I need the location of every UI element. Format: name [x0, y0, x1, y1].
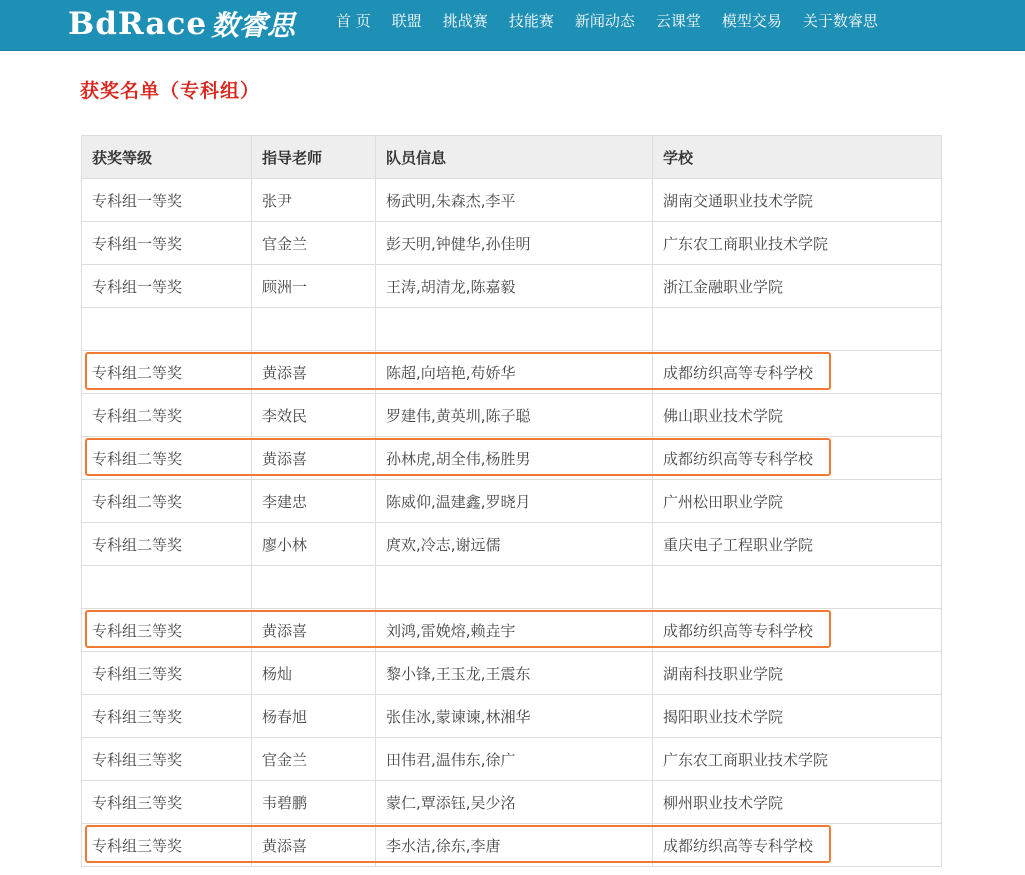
cell-school: 成都纺织高等专科学校 [653, 351, 942, 394]
nav-link-news[interactable]: 新闻动态 [574, 11, 635, 30]
table-row [82, 652, 942, 695]
cell-school: 佛山职业技术学院 [653, 394, 942, 437]
cell-team-members: 刘鸿,雷娩熔,赖垚宇 [376, 609, 653, 652]
table-row [82, 265, 942, 308]
cell-award-level: 专科组三等奖 [82, 695, 252, 738]
logo-text: BdRace [68, 6, 208, 42]
cell-school: 柳州职业技术学院 [653, 781, 942, 824]
table-row-empty [82, 308, 942, 351]
cell-award-level: 专科组三等奖 [82, 824, 252, 867]
cell-school: 成都纺织高等专科学校 [653, 609, 942, 652]
table-row [82, 695, 942, 738]
cell-team-members: 李水洁,徐东,李唐 [376, 824, 653, 867]
nav-link-cloud-class[interactable]: 云课堂 [655, 11, 701, 30]
cell-advisor: 张尹 [252, 179, 376, 222]
cell-team-members [376, 566, 653, 609]
cell-award-level: 专科组一等奖 [82, 179, 252, 222]
cell-award-level: 专科组二等奖 [82, 480, 252, 523]
table-row [82, 738, 942, 781]
cell-advisor: 顾洲一 [252, 265, 376, 308]
cell-school: 重庆电子工程职业学院 [653, 523, 942, 566]
cell-team-members: 王涛,胡清龙,陈嘉毅 [376, 265, 653, 308]
cell-team-members: 张佳冰,蒙谏谏,林湘华 [376, 695, 653, 738]
cell-advisor: 黄添喜 [252, 609, 376, 652]
page-title: 获奖名单（专科组） [80, 80, 261, 102]
cell-team-members: 田伟君,温伟东,徐广 [376, 738, 653, 781]
table-row [82, 781, 942, 824]
cell-award-level: 专科组二等奖 [82, 437, 252, 480]
nav-link-challenge[interactable]: 挑战赛 [442, 11, 488, 30]
cell-school [653, 308, 942, 351]
cell-award-level: 专科组一等奖 [82, 265, 252, 308]
cell-team-members: 孙林虎,胡全伟,杨胜男 [376, 437, 653, 480]
nav-link-alliance[interactable]: 联盟 [391, 11, 422, 30]
nav-link-model-trade[interactable]: 模型交易 [721, 11, 782, 30]
cell-advisor: 李效民 [252, 394, 376, 437]
cell-advisor: 李建忠 [252, 480, 376, 523]
logo-chinese-text: 数睿思 [211, 9, 296, 42]
cell-award-level: 专科组二等奖 [82, 394, 252, 437]
column-header-advisor: 指导老师 [252, 136, 376, 179]
cell-school [653, 566, 942, 609]
nav-link-home[interactable]: 首 页 [336, 11, 371, 30]
cell-school: 揭阳职业技术学院 [653, 695, 942, 738]
table-row [82, 523, 942, 566]
cell-school: 广州松田职业学院 [653, 480, 942, 523]
nav-link-skills[interactable]: 技能赛 [508, 11, 554, 30]
cell-school: 成都纺织高等专科学校 [653, 437, 942, 480]
cell-team-members: 彭天明,钟健华,孙佳明 [376, 222, 653, 265]
cell-award-level: 专科组三等奖 [82, 781, 252, 824]
cell-advisor [252, 308, 376, 351]
awards-table [81, 135, 942, 867]
cell-advisor [252, 566, 376, 609]
cell-team-members: 蒙仁,覃添钰,吴少洺 [376, 781, 653, 824]
cell-school: 广东农工商职业技术学院 [653, 222, 942, 265]
cell-award-level [82, 308, 252, 351]
column-header-team-members: 队员信息 [376, 136, 653, 179]
cell-advisor: 杨春旭 [252, 695, 376, 738]
cell-advisor: 黄添喜 [252, 351, 376, 394]
cell-advisor: 官金兰 [252, 222, 376, 265]
cell-team-members [376, 308, 653, 351]
table-row [82, 394, 942, 437]
cell-advisor: 韦碧鹏 [252, 781, 376, 824]
cell-award-level: 专科组三等奖 [82, 652, 252, 695]
cell-team-members: 杨武明,朱森杰,李平 [376, 179, 653, 222]
table-row [82, 609, 942, 652]
top-navbar [0, 0, 1025, 51]
cell-advisor: 黄添喜 [252, 437, 376, 480]
table-row [82, 179, 942, 222]
main-nav [336, 0, 899, 40]
table-row [82, 480, 942, 523]
awards-table-body [82, 179, 942, 867]
column-header-award-level: 获奖等级 [82, 136, 252, 179]
cell-advisor: 黄添喜 [252, 824, 376, 867]
cell-school: 湖南科技职业学院 [653, 652, 942, 695]
table-row [82, 222, 942, 265]
cell-advisor: 杨灿 [252, 652, 376, 695]
cell-team-members: 陈威仰,温建鑫,罗晓月 [376, 480, 653, 523]
cell-team-members: 陈超,向培艳,苟娇华 [376, 351, 653, 394]
cell-award-level: 专科组二等奖 [82, 351, 252, 394]
table-row [82, 824, 942, 867]
cell-school: 成都纺织高等专科学校 [653, 824, 942, 867]
cell-school: 广东农工商职业技术学院 [653, 738, 942, 781]
cell-school: 湖南交通职业技术学院 [653, 179, 942, 222]
cell-team-members: 罗建伟,黄英圳,陈子聪 [376, 394, 653, 437]
cell-award-level: 专科组一等奖 [82, 222, 252, 265]
site-logo[interactable] [68, 4, 295, 44]
cell-award-level: 专科组三等奖 [82, 609, 252, 652]
table-header-row [82, 136, 942, 179]
table-row-empty [82, 566, 942, 609]
cell-advisor: 廖小林 [252, 523, 376, 566]
table-row [82, 351, 942, 394]
cell-award-level: 专科组三等奖 [82, 738, 252, 781]
column-header-school: 学校 [653, 136, 942, 179]
cell-award-level [82, 566, 252, 609]
table-row [82, 437, 942, 480]
cell-award-level: 专科组二等奖 [82, 523, 252, 566]
cell-team-members: 庹欢,冷志,谢远儒 [376, 523, 653, 566]
nav-link-about[interactable]: 关于数睿思 [802, 11, 878, 30]
cell-school: 浙江金融职业学院 [653, 265, 942, 308]
cell-advisor: 官金兰 [252, 738, 376, 781]
cell-team-members: 黎小锋,王玉龙,王震东 [376, 652, 653, 695]
